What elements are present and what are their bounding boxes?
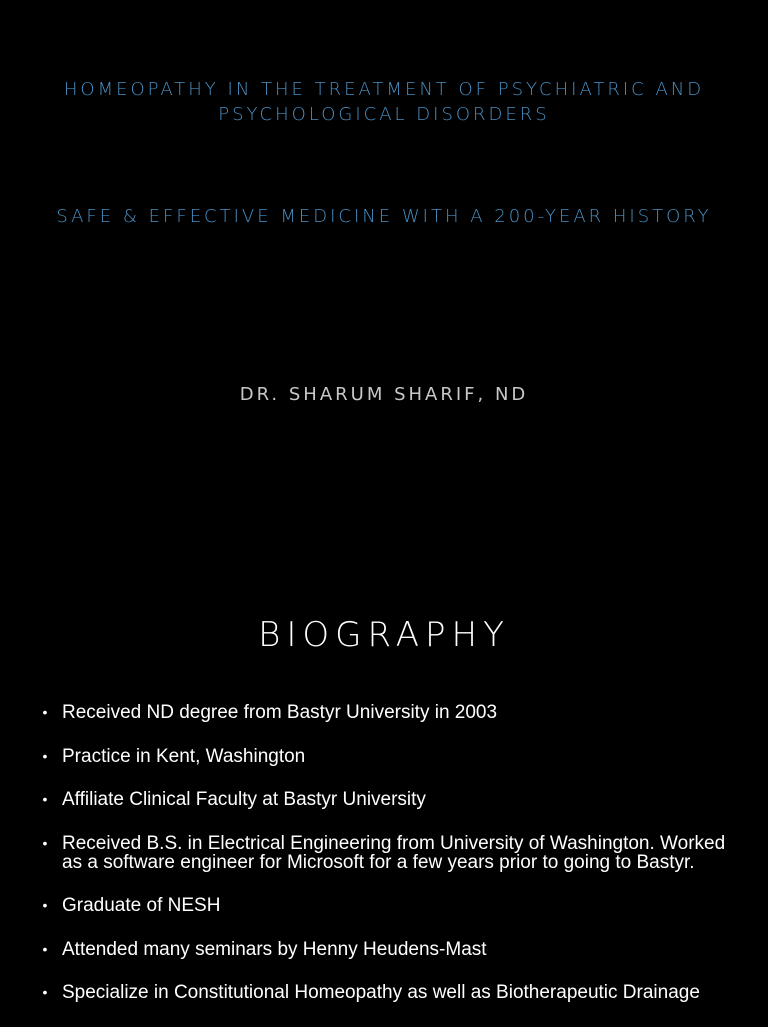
list-item-text: Specialize in Constitutional Homeopathy as well as Biotherapeutic Drainage [62, 982, 700, 1003]
bullet-icon: • [42, 791, 48, 807]
presentation-subtitle: SAFE & EFFECTIVE MEDICINE WITH A 200-YEAR HISTORY [56, 206, 712, 227]
list-item-text: Graduate of NESH [62, 895, 221, 916]
list-item [40, 983, 730, 1002]
list-item-text: Practice in Kent, Washington [62, 745, 306, 767]
biography-list [40, 703, 730, 1027]
list-item [40, 747, 730, 766]
list-item [40, 940, 730, 959]
list-item-text: Attended many seminars by Henny Heudens-Mast [62, 938, 487, 960]
title-line-1: HOMEOPATHY IN THE TREATMENT OF PSYCHIATRIC AND [63, 79, 705, 100]
bullet-icon: • [42, 704, 48, 720]
biography-heading: BIOGRAPHY [258, 615, 510, 655]
bullet-icon: • [42, 834, 48, 851]
biography-slide [0, 560, 768, 1024]
bullet-icon: • [42, 747, 48, 764]
list-item [40, 790, 730, 809]
author-name: DR. SHARUM SHARIF, ND [239, 384, 529, 405]
list-item-text: Affiliate Clinical Faculty at Bastyr University [62, 789, 426, 810]
list-item [40, 896, 730, 915]
bullet-icon: • [42, 984, 48, 1000]
list-item-text: Received ND degree from Bastyr University in 2003 [62, 702, 498, 723]
bullet-icon: • [42, 940, 48, 957]
list-item-text: Received B.S. in Electrical Engineering from University of Washington. Worked as a software engineer for Microsoft for a few years prior to going to Bastyr. [62, 832, 726, 873]
bullet-icon: • [42, 897, 48, 913]
presentation-title [40, 77, 728, 127]
title-line-2: PSYCHOLOGICAL DISORDERS [218, 104, 550, 125]
list-item [40, 703, 730, 722]
list-item [40, 834, 730, 872]
